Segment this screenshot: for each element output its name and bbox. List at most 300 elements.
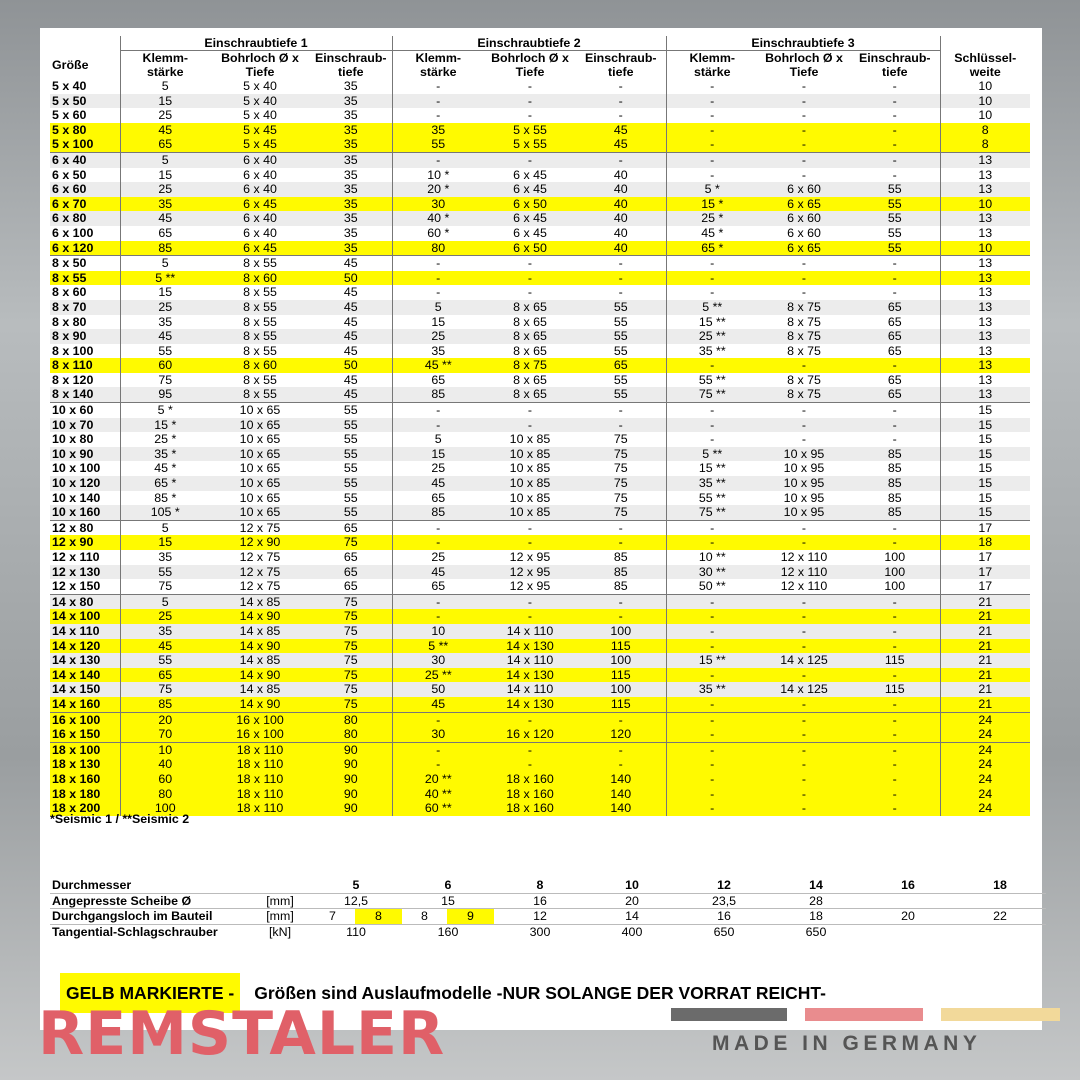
table-row (50, 197, 1030, 212)
size-cell: 12 x 130 (50, 565, 120, 580)
value-cell: - (576, 594, 666, 609)
value-cell: - (850, 594, 940, 609)
diameter-value: 6 (444, 878, 452, 892)
size-cell: 14 x 110 (50, 624, 120, 639)
value-cell: 8 x 65 (484, 300, 576, 315)
value-cell: 15 * (666, 197, 758, 212)
value-cell: - (576, 742, 666, 757)
table-row (50, 137, 1030, 152)
value-cell: - (576, 757, 666, 772)
value-cell: - (850, 787, 940, 802)
value-cell: 55 ** (666, 491, 758, 506)
value-cell: 5 ** (120, 271, 210, 286)
value-cell: 85 (850, 447, 940, 462)
value-cell: 40 (576, 211, 666, 226)
value-cell: - (484, 520, 576, 535)
value-cell: 8 x 55 (243, 372, 277, 387)
table-row (50, 476, 1030, 491)
value-cell: 75 ** (666, 387, 758, 402)
value-cell: 30 (392, 197, 484, 212)
wrench-size-cell: 13 (940, 152, 1030, 167)
value-cell: - (666, 594, 758, 609)
value-cell: 25 (120, 108, 210, 123)
wrench-size-cell: 15 (940, 491, 1030, 506)
value-cell: 6 x 45 (513, 167, 547, 182)
value-cell: 12 x 95 (509, 550, 551, 564)
value-cell: - (392, 94, 484, 109)
value-cell: - (666, 94, 758, 109)
value-cell: 40 (120, 757, 210, 772)
value-cell: 75 (310, 697, 392, 712)
size-cell: 6 x 120 (50, 241, 120, 256)
value-cell: 115 (850, 653, 940, 668)
value-cell: 55 (850, 241, 940, 256)
value-cell: - (850, 801, 940, 816)
wrench-size-cell: 13 (940, 387, 1030, 402)
value-cell: 35 (120, 624, 210, 639)
value-cell: 18 x 110 (210, 787, 310, 802)
value-cell: 50 (310, 358, 392, 373)
value-cell: 10 x 95 (758, 476, 850, 491)
value-cell: - (666, 697, 758, 712)
table-row (50, 772, 1030, 787)
value-cell: 140 (576, 787, 666, 802)
value-cell: - (484, 418, 576, 433)
value-cell: 65 (120, 226, 210, 241)
notice-text: Größen sind Auslaufmodelle -NUR SOLANGE DER VORRAT REICHT- (254, 982, 826, 1003)
value-cell: 14 x 85 (210, 594, 310, 609)
value-cell: 14 x 90 (210, 668, 310, 683)
value-cell: - (576, 94, 666, 109)
value-cell: - (758, 403, 850, 418)
value-cell: 8 x 65 (484, 329, 576, 344)
wrench-size-cell: 17 (940, 579, 1030, 594)
value-cell: - (576, 418, 666, 433)
value-cell: 75 (120, 579, 210, 594)
value-cell: 10 x 65 (239, 432, 281, 447)
spec-cell: 8 (355, 909, 402, 925)
value-cell: - (758, 757, 850, 772)
value-cell: 14 x 90 (210, 697, 310, 712)
value-cell: - (666, 256, 758, 271)
unit-cell: [mm] (250, 909, 310, 925)
washer-row-label: Angepresste Scheibe Ø (50, 893, 250, 909)
value-cell: - (758, 152, 850, 167)
spec-cell: 9 (447, 909, 494, 925)
wrench-size-cell: 17 (940, 520, 1030, 535)
value-cell: 45 (120, 329, 210, 344)
value-cell: 55 (343, 490, 358, 505)
value-cell: - (666, 801, 758, 816)
value-cell: 35 (310, 152, 392, 167)
value-cell: 8 x 75 (758, 387, 850, 402)
value-cell: - (527, 285, 533, 300)
value-cell: - (850, 668, 940, 683)
value-cell: 12 x 110 (780, 579, 828, 594)
table-row (50, 418, 1030, 433)
spec-cell (954, 924, 1046, 939)
value-cell: 35 (343, 108, 358, 123)
value-cell: - (850, 358, 940, 373)
value-cell: 140 (576, 801, 666, 816)
value-cell: 95 (120, 387, 210, 402)
value-cell: 14 x 130 (484, 697, 576, 712)
value-cell: - (666, 787, 758, 802)
value-cell: 45 (392, 697, 484, 712)
spec-cell: 23,5 (678, 893, 770, 909)
value-cell: - (850, 535, 940, 550)
value-cell: 10 x 85 (484, 505, 576, 520)
value-cell: 6 x 60 (758, 211, 850, 226)
value-cell: 35 (343, 167, 358, 182)
value-cell: 8 x 60 (210, 358, 310, 373)
value-cell: 15 (392, 315, 484, 330)
value-cell: - (666, 358, 758, 373)
hole-row (50, 909, 1046, 925)
value-cell: 45 (310, 300, 392, 315)
value-cell: 30 (392, 653, 484, 668)
value-cell: 20 * (392, 182, 484, 197)
value-cell: 10 x 65 (239, 461, 281, 476)
value-cell: 14 x 125 (758, 682, 850, 697)
value-cell: 35 (120, 315, 210, 330)
table-row (50, 727, 1030, 742)
value-cell: 10 x 95 (783, 461, 825, 476)
size-cell: 8 x 140 (50, 387, 120, 402)
value-cell: - (666, 639, 758, 654)
value-cell: - (576, 609, 666, 624)
value-cell: 8 x 55 (210, 300, 310, 315)
value-cell: - (850, 624, 940, 639)
size-cell: 5 x 50 (50, 94, 120, 109)
table-row (50, 432, 1030, 447)
value-cell: 5 (120, 520, 210, 535)
value-cell: 12 x 75 (210, 520, 310, 535)
value-cell: 18 x 160 (484, 772, 576, 787)
wrench-size-cell: 15 (940, 403, 1030, 418)
value-cell: 25 (120, 609, 210, 624)
wrench-size-cell: 13 (940, 285, 1030, 300)
column-header: Einschraub- tiefe (858, 51, 931, 79)
value-cell: 90 (310, 757, 392, 772)
spec-cell: 400 (586, 924, 678, 939)
value-cell: - (850, 520, 940, 535)
value-cell: 6 x 40 (210, 152, 310, 167)
size-cell: 6 x 80 (50, 211, 120, 226)
value-cell: - (666, 712, 758, 727)
value-cell: - (758, 358, 850, 373)
sheet (40, 28, 1042, 1030)
table-row (50, 639, 1030, 654)
table-row (50, 241, 1030, 256)
wrench-size-cell: 13 (940, 226, 1030, 241)
value-cell: 65 (392, 373, 484, 388)
size-cell: 14 x 150 (50, 682, 120, 697)
value-cell: 15 ** (666, 461, 758, 476)
value-cell: 6 x 40 (210, 211, 310, 226)
size-cell: 12 x 150 (52, 579, 101, 594)
size-cell: 5 x 80 (50, 123, 120, 138)
value-cell: 55 (613, 314, 628, 329)
wrench-size-cell: 10 (940, 94, 1030, 109)
value-cell: 8 x 60 (210, 271, 310, 286)
value-cell: 5 (120, 79, 210, 94)
wrench-size-cell: 24 (940, 742, 1030, 757)
size-cell: 10 x 100 (52, 461, 101, 476)
wrench-size-cell: 24 (940, 787, 1030, 802)
value-cell: - (850, 94, 940, 109)
value-cell: 40 (576, 182, 666, 197)
wrench-size-cell: 24 (940, 757, 1030, 772)
value-cell: 90 (310, 772, 392, 787)
value-cell: 55 (576, 329, 666, 344)
value-cell: 12 x 90 (210, 535, 310, 550)
value-cell: 10 x 65 (210, 476, 310, 491)
value-cell: 10 x 95 (783, 490, 825, 505)
wrench-size-cell: 18 (940, 535, 1030, 550)
value-cell: 15 (120, 285, 210, 300)
value-cell: - (666, 418, 758, 433)
value-cell: - (850, 137, 940, 152)
value-cell: 100 (884, 579, 906, 594)
unit-cell: [mm] (250, 893, 310, 909)
diameter-value: 16 (901, 878, 915, 892)
size-cell: 18 x 180 (50, 787, 120, 802)
value-cell: - (484, 152, 576, 167)
value-cell: 45 (392, 565, 484, 580)
value-cell: - (758, 137, 850, 152)
value-cell: 75 ** (666, 505, 758, 520)
value-cell: 20 (120, 712, 210, 727)
value-cell: 75 (576, 476, 666, 491)
value-cell: 25 ** (392, 668, 484, 683)
value-cell: - (484, 609, 576, 624)
size-cell: 6 x 50 (52, 167, 87, 182)
group-header: Einschraubtiefe 3 (666, 36, 940, 51)
value-cell: 55 (120, 565, 210, 580)
value-cell: 8 x 55 (243, 343, 277, 358)
value-cell: 10 x 85 (484, 476, 576, 491)
spec-cell: 16 (678, 909, 770, 925)
wrench-size-cell: 21 (940, 639, 1030, 654)
value-cell: 75 (310, 594, 392, 609)
value-cell: 55 (613, 343, 628, 358)
wrench-size-cell: 21 (940, 697, 1030, 712)
value-cell: - (758, 712, 850, 727)
spec-cell: 20 (586, 893, 678, 909)
notice-badge: GELB MARKIERTE - (60, 973, 240, 1013)
value-cell: 35 (310, 182, 392, 197)
value-cell: 55 (310, 505, 392, 520)
value-cell: 30 (392, 727, 484, 742)
value-cell: 45 (310, 256, 392, 271)
wrench-size-cell: 13 (940, 358, 1030, 373)
table-row (50, 403, 1030, 418)
value-cell: 5 (392, 300, 484, 315)
value-cell: 65 (850, 387, 940, 402)
value-cell: 65 (887, 314, 902, 329)
value-cell: 55 (613, 372, 628, 387)
value-cell: - (758, 668, 850, 683)
table-body (50, 79, 1030, 816)
spec-cell: 15 (402, 893, 494, 909)
diameter-row (50, 878, 1046, 893)
value-cell: 65 (392, 491, 484, 506)
value-cell: 105 * (120, 505, 210, 520)
value-cell: 100 (576, 653, 666, 668)
value-cell: 25 (392, 461, 484, 476)
value-cell: 50 (392, 682, 484, 697)
value-cell: 5 * (120, 403, 210, 418)
value-cell: 14 x 90 (210, 639, 310, 654)
value-cell: 12 x 95 (509, 579, 551, 594)
value-cell: 65 (120, 668, 210, 683)
wrench-size-cell: 13 (940, 315, 1030, 330)
value-cell: 55 (343, 432, 358, 447)
table-row (50, 387, 1030, 402)
wrench-size-cell: 21 (940, 682, 1030, 697)
table-row (50, 535, 1030, 550)
value-cell: 100 (120, 801, 210, 816)
value-cell: - (892, 108, 897, 123)
table-row (50, 373, 1030, 388)
value-cell: 45 (310, 329, 392, 344)
size-cell: 8 x 80 (52, 314, 87, 329)
value-cell: 20 ** (392, 772, 484, 787)
value-cell: 115 (576, 668, 666, 683)
anchor-size-table (50, 36, 1030, 816)
value-cell: 8 x 65 (484, 387, 576, 402)
size-cell: 12 x 90 (50, 535, 120, 550)
value-cell: 55 (120, 653, 210, 668)
value-cell: - (392, 609, 484, 624)
wrench-size-cell: 13 (940, 329, 1030, 344)
value-cell: 75 (613, 461, 628, 476)
value-cell: 85 (613, 550, 628, 564)
value-cell: 65 (343, 579, 358, 594)
value-cell: 10 x 65 (210, 447, 310, 462)
value-cell: 65 * (120, 476, 210, 491)
spec-cell: 18 (770, 909, 862, 925)
value-cell: - (392, 403, 484, 418)
table-row (50, 344, 1030, 359)
table-row (50, 285, 1030, 300)
value-cell: 75 (310, 682, 392, 697)
value-cell: - (850, 418, 940, 433)
value-cell: 14 x 130 (484, 668, 576, 683)
value-cell: 14 x 130 (484, 639, 576, 654)
value-cell: - (850, 123, 940, 138)
value-cell: 85 (850, 505, 940, 520)
value-cell: 5 x 45 (210, 123, 310, 138)
value-cell: 35 (310, 211, 392, 226)
value-cell: - (850, 742, 940, 757)
value-cell: - (850, 727, 940, 742)
value-cell: - (618, 79, 623, 93)
spec-cell: 12,5 (310, 893, 402, 909)
value-cell: - (758, 697, 850, 712)
value-cell: - (484, 271, 576, 286)
value-cell: - (758, 772, 850, 787)
value-cell: - (758, 123, 850, 138)
value-cell: - (392, 535, 484, 550)
value-cell: 12 x 75 (239, 550, 281, 564)
wrench-size-cell: 24 (940, 727, 1030, 742)
value-cell: 45 (343, 314, 358, 329)
value-cell: 10 x 65 (210, 403, 310, 418)
value-cell: 8 x 55 (243, 314, 277, 329)
size-header-spacer (50, 36, 120, 51)
table-row (50, 256, 1030, 271)
table-row (50, 565, 1030, 580)
value-cell: 75 (576, 505, 666, 520)
value-cell: 6 x 45 (484, 182, 576, 197)
wrench-header-spacer (940, 36, 1030, 51)
size-cell: 10 x 160 (50, 505, 120, 520)
value-cell: 120 (576, 727, 666, 742)
size-cell: 16 x 100 (50, 712, 120, 727)
value-cell: 80 (392, 241, 484, 256)
value-cell: - (666, 624, 758, 639)
value-cell: 140 (576, 772, 666, 787)
value-cell: 6 x 60 (787, 225, 821, 240)
size-cell: 14 x 80 (50, 594, 120, 609)
value-cell: 16 x 100 (210, 712, 310, 727)
value-cell: 40 (576, 241, 666, 256)
value-cell: - (758, 801, 850, 816)
table-row (50, 668, 1030, 683)
size-cell: 6 x 60 (50, 182, 120, 197)
value-cell: - (850, 256, 940, 271)
size-cell: 16 x 150 (50, 727, 120, 742)
value-cell: - (801, 79, 807, 93)
value-cell: 100 (850, 565, 940, 580)
value-cell: 6 x 65 (758, 241, 850, 256)
table-row (50, 79, 1030, 94)
value-cell: 75 (120, 682, 210, 697)
value-cell: 35 (392, 123, 484, 138)
table-row (50, 491, 1030, 506)
value-cell: 90 (310, 801, 392, 816)
value-cell: 14 x 85 (210, 682, 310, 697)
value-cell: 8 x 75 (758, 300, 850, 315)
value-cell: 6 x 40 (210, 182, 310, 197)
value-cell: - (758, 256, 850, 271)
wrench-size-cell: 15 (940, 476, 1030, 491)
spec-cell: 28 (770, 893, 862, 909)
value-cell: 15 * (120, 418, 210, 433)
table-row (50, 108, 1030, 123)
value-cell: 45 (120, 211, 210, 226)
value-cell: 65 * (666, 241, 758, 256)
size-cell: 6 x 100 (52, 225, 94, 240)
table-row (50, 697, 1030, 712)
value-cell: 25 (120, 182, 210, 197)
value-cell: 10 x 95 (758, 505, 850, 520)
value-cell: - (484, 403, 576, 418)
value-cell: - (484, 94, 576, 109)
size-cell: 8 x 100 (52, 343, 94, 358)
spec-cell: 20 (862, 909, 954, 925)
value-cell: 45 (343, 343, 358, 358)
value-cell: - (850, 772, 940, 787)
size-cell: 14 x 130 (50, 653, 120, 668)
value-cell: 85 (392, 387, 484, 402)
value-cell: 8 x 65 (513, 314, 547, 329)
value-cell: 35 ** (666, 476, 758, 491)
value-cell: - (758, 624, 850, 639)
spec-cell: 8 (402, 909, 447, 925)
